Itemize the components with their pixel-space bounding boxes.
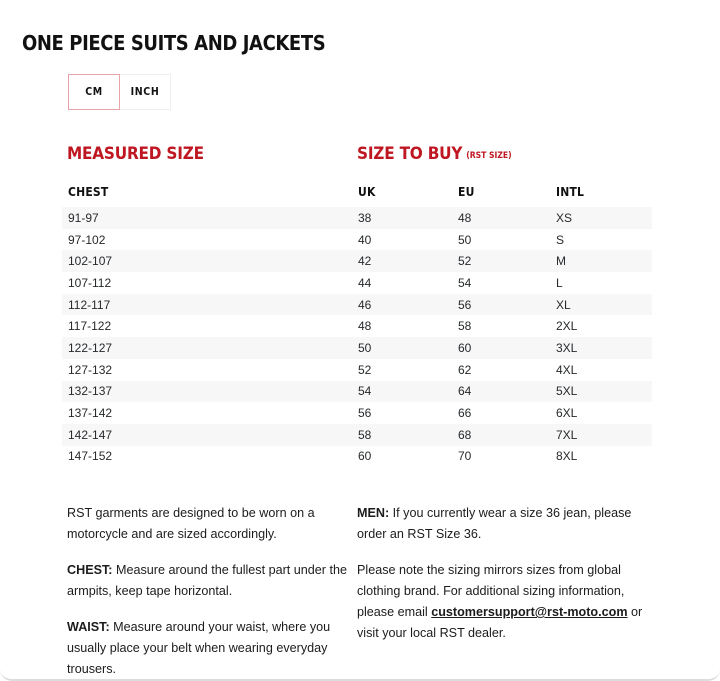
waist-note (67, 617, 354, 680)
cell-intl: XL (556, 297, 571, 312)
cell-eu: 56 (458, 297, 472, 312)
cell-chest: 122-127 (68, 340, 113, 355)
note-prefix: CHEST: (67, 563, 113, 577)
cm-toggle-button[interactable]: CM (68, 74, 120, 110)
note-text: or visit your local RST dealer. (357, 605, 643, 640)
cell-chest: 112-117 (68, 297, 111, 312)
cell-intl: 8XL (556, 449, 578, 464)
garments-note (67, 503, 354, 545)
measured-size-heading (67, 144, 204, 164)
size-to-buy-heading (357, 144, 512, 164)
table-row (62, 315, 652, 337)
cell-eu: 66 (458, 406, 472, 421)
cell-eu: 60 (458, 340, 472, 355)
cell-uk: 38 (358, 210, 372, 225)
table-row (62, 207, 652, 229)
cell-eu: 48 (458, 210, 472, 225)
cell-eu: 62 (458, 362, 472, 377)
table-row (62, 337, 652, 359)
cell-intl: 7XL (556, 427, 578, 442)
table-row (62, 229, 652, 251)
measured-size-label: MEASURED SIZE (67, 144, 204, 164)
rst-size-note: (RST SIZE) (466, 151, 512, 161)
cell-intl: 3XL (556, 340, 578, 355)
cell-uk: 42 (358, 254, 372, 269)
size-table (62, 207, 652, 467)
table-row (62, 359, 652, 381)
header-chest: CHEST (68, 185, 109, 199)
note-text: If you currently wear a size 36 jean, please order an RST Size 36. (357, 506, 632, 541)
cell-chest: 97-102 (68, 232, 106, 247)
footer-left-column (67, 503, 354, 681)
cell-uk: 48 (358, 319, 372, 334)
cell-chest: 91-97 (68, 210, 99, 225)
cell-chest: 102-107 (68, 254, 113, 269)
table-row (62, 446, 652, 468)
cell-eu: 58 (458, 319, 472, 334)
table-row (62, 294, 652, 316)
header-intl: INTL (556, 185, 585, 199)
cell-chest: 127-132 (68, 362, 113, 377)
cell-chest: 147-152 (68, 449, 113, 464)
cell-uk: 56 (358, 406, 372, 421)
cell-eu: 64 (458, 384, 472, 399)
cell-intl: XS (556, 210, 573, 225)
cell-intl: S (556, 232, 565, 247)
size-to-buy-label: SIZE TO BUY (357, 144, 463, 164)
cell-uk: 46 (358, 297, 372, 312)
table-row (62, 250, 652, 272)
cell-chest: 132-137 (68, 384, 113, 399)
cell-uk: 52 (358, 362, 372, 377)
inch-toggle-button[interactable]: INCH (119, 74, 171, 110)
cell-intl: 5XL (556, 384, 578, 399)
footer-right-column (357, 503, 649, 659)
support-email-link[interactable]: customersupport@rst-moto.com (431, 605, 628, 619)
cell-intl: 6XL (556, 406, 578, 421)
table-row (62, 402, 652, 424)
note-text: RST garments are designed to be worn on a motorcycle and are sized accordingly. (67, 506, 315, 541)
header-eu: EU (458, 185, 475, 199)
cell-intl: M (556, 254, 566, 269)
sizing-info-note (357, 560, 649, 644)
men-note (357, 503, 649, 545)
cell-uk: 60 (358, 449, 372, 464)
cell-uk: 54 (358, 384, 372, 399)
cell-chest: 117-122 (68, 319, 112, 334)
cell-uk: 58 (358, 427, 372, 442)
cell-intl: 4XL (556, 362, 578, 377)
note-prefix: MEN: (357, 506, 390, 520)
cell-eu: 52 (458, 254, 472, 269)
cell-chest: 107-112 (68, 275, 112, 290)
cell-chest: 142-147 (68, 427, 113, 442)
cell-eu: 54 (458, 275, 472, 290)
cell-eu: 68 (458, 427, 472, 442)
unit-toggle (68, 74, 171, 110)
cell-uk: 44 (358, 275, 372, 290)
note-text: Measure around the fullest part under the armpits, keep tape horizontal. (67, 563, 348, 598)
cell-uk: 50 (358, 340, 372, 355)
cell-intl: 2XL (556, 319, 578, 334)
cell-intl: L (556, 275, 563, 290)
cell-eu: 70 (458, 449, 472, 464)
table-row (62, 272, 652, 294)
table-row (62, 381, 652, 403)
cell-chest: 137-142 (68, 406, 113, 421)
page-title: ONE PIECE SUITS AND JACKETS (22, 31, 326, 56)
chest-note (67, 560, 354, 602)
note-text: Measure around your waist, where you usually place your belt when wearing everyday trousers. (67, 620, 331, 676)
note-text: Please note the sizing mirrors sizes from global clothing brand. For additional sizing information, please email (357, 563, 625, 619)
cell-eu: 50 (458, 232, 472, 247)
table-row (62, 424, 652, 446)
table-header-row (62, 185, 652, 199)
cell-uk: 40 (358, 232, 372, 247)
note-prefix: WAIST: (67, 620, 110, 634)
header-uk: UK (358, 185, 376, 199)
